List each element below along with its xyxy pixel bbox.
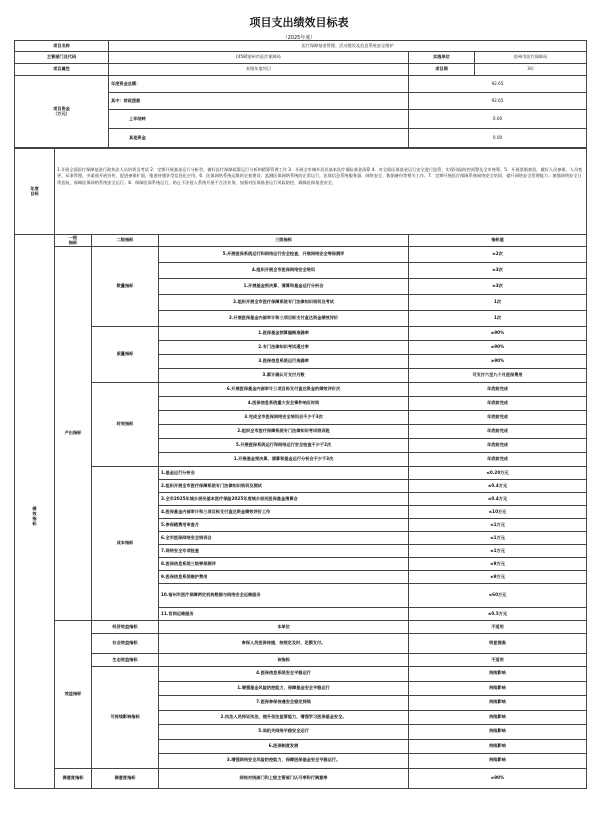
indicator-value: ≥90% (409, 341, 587, 355)
indicator-value: 1次 (409, 311, 587, 327)
indicator-value: ≤1万元 (409, 519, 587, 532)
level2-label: 成本指标 (92, 467, 159, 621)
indicator-name: 10.宿州市医疗保障两定机构数据与网络安全运维服务 (159, 584, 409, 608)
dept-label: 主管部门及代码 (15, 52, 109, 64)
indicator-value: ≤0.20万元 (409, 467, 587, 480)
indicator-value: 持续影响 (409, 681, 587, 696)
indicator-value: 持续影响 (409, 696, 587, 711)
indicator-name: 5.局机关网络平稳安全运行 (159, 725, 409, 740)
indicator-name: 5.开展医保系统运行和网络运行安全检查不少于2次 (159, 439, 409, 453)
indicator-value: 持续影响 (409, 667, 587, 682)
funds-row-label: 其中：财政拨款 (109, 93, 409, 110)
indicator-name: 6.医保制度发展 (159, 739, 409, 754)
indicator-name: 2.执法人员持证执法，提升依法监管能力，增强学习医保基金安全。 (159, 710, 409, 725)
indicator-value: ≥3次 (409, 279, 587, 295)
indicator-name: 4.医保信息系统重大安全事件响应时间 (159, 397, 409, 411)
page-title: 项目支出绩效目标表 (249, 16, 349, 29)
indicator-value: 1次 (409, 295, 587, 311)
indicator-value: 年底前完成 (409, 439, 587, 453)
annual-goal-table (14, 148, 587, 235)
indicator-value: 持续影响 (409, 739, 587, 754)
project-name-value: 医疗保障基金管理、活动建设及信息系统安全维护 (109, 41, 587, 52)
indicator-name: 8.医保信息系统三级等保测评 (159, 558, 409, 571)
indicator-value: ≥3次 (409, 263, 587, 279)
level2-label: 时效指标 (92, 383, 159, 467)
indicator-value: ≤9万元 (409, 571, 587, 584)
indicator-name: 3.完成全市医保网络安全培训会不少于3次 (159, 411, 409, 425)
indicator-name: 3.医保信息系统运行准确率 (159, 355, 409, 369)
indicator-name: 该指标 (159, 654, 409, 667)
funds-row-value: 92.65 (409, 76, 587, 93)
indicator-value: 持续影响 (409, 710, 587, 725)
project-name-label: 项目名称 (15, 41, 109, 52)
indicator-name: 参保人员医保待遇，按规定及时、足额支付。 (159, 634, 409, 654)
level1-label: 满意度指标 (55, 768, 92, 788)
indicator-name: 3.增强网络安全风险防控能力，保障医保基金安全平稳运行。 (159, 754, 409, 769)
header-value: 指标值 (409, 235, 587, 247)
indicator-value: ≤0.4万元 (409, 493, 587, 506)
funds-row-label: 上年结转 (109, 110, 409, 129)
indicator-value: ≤60万元 (409, 584, 587, 608)
indicator-name: 1.开展基金预决算、清算和基金运行分析会不少于3次 (159, 453, 409, 467)
indicator-value: ≥90% (409, 768, 587, 788)
indicator-name: 3.开展医保基金内部审计和三项目标支付直达资金绩效评价 (159, 311, 409, 327)
indicator-name: 6.全市医保网络安全培训会 (159, 532, 409, 545)
level2-label: 生态效益指标 (92, 654, 159, 667)
level1-label: 效益指标 (55, 621, 92, 769)
indicator-value: 不适用 (409, 621, 587, 634)
indicator-name: 4.组织开展全市医保网络安全培训 (159, 263, 409, 279)
level2-label: 社会效益指标 (92, 634, 159, 654)
header-blank (15, 235, 55, 247)
level2-label: 经济效益指标 (92, 621, 159, 634)
attr-value: 本级年度项目 (109, 64, 409, 76)
header-level3: 三级指标 (159, 235, 409, 247)
indicator-value: 年底前完成 (409, 397, 587, 411)
indicator-value: 年底前完成 (409, 411, 587, 425)
impl-label: 实施单位 (409, 52, 475, 64)
indicator-name: 3.全市2025年城乡居民基本医疗保险2025年度城乡居民医保基金清算会 (159, 493, 409, 506)
funds-table (14, 75, 587, 148)
perf-label: 绩 效 指 标 (15, 247, 55, 789)
level2-label: 质量指标 (92, 327, 159, 383)
indicator-value: ≥2次 (409, 247, 587, 263)
period-value: 3年 (475, 64, 587, 76)
indicator-name: 1.医保基金预算编制准确率 (159, 327, 409, 341)
indicator-value: ≥90% (409, 355, 587, 369)
attr-label: 项目属性 (15, 64, 109, 76)
indicator-name: 1.开展基金预决算、清算和基金运行分析会 (159, 279, 409, 295)
indicator-value: 可支付六至九个月医保费用 (409, 369, 587, 383)
funds-row-value: 0.00 (409, 129, 587, 148)
indicator-value: ≥90% (409, 327, 587, 341)
indicator-value: 不适用 (409, 654, 587, 667)
project-info-table (14, 40, 587, 76)
level2-label: 满意度指标 (92, 768, 159, 788)
indicator-name: 3.累计确认可支付月数 (159, 369, 409, 383)
indicator-value: 持续影响 (409, 725, 587, 740)
indicator-value: ≤9万元 (409, 558, 587, 571)
indicator-value: ≤1万元 (409, 532, 587, 545)
indicator-name: 2.组织开展全市医疗保障系统专门法律知识培训及测试 (159, 480, 409, 493)
indicators-table (14, 234, 587, 789)
period-label: 项目期 (409, 64, 475, 76)
indicator-name: 2.专门法律知识考试通过率 (159, 341, 409, 355)
funds-row-label: 其他资金 (109, 129, 409, 148)
impl-value: 宿州市医疗保障局 (475, 52, 587, 64)
indicator-value: ≤0.4万元 (409, 480, 587, 493)
indicator-name: 4.医保信息系统安全平稳运行 (159, 667, 409, 682)
indicator-value: ≤0.5万元 (409, 608, 587, 621)
indicator-name: 2.组织开展全市医疗保障系统专门法律知识培训及考试 (159, 295, 409, 311)
goal-text: 1.开展全面医疗保障基金行政执法人员培训及考试 2．定期开展基金运行分析会，做好医疗保障政策运行分析和精算管理工作 3．开展全市城乡居民基本医疗保险基金清算 4．对全面医保基金运行安全进行监管，实现风险防控预警及全市统筹。5．开展票据查验，做好人员参保、人员变更、从事管理，多渠道开展宣传，促进参保扩面，推进待遇享受信息化应用。6．医保网络系统运维的全套建设；监测医保网络系统的正常运行，医保信息系统服务器、网络安全、数据备份等相关工作。7．定期开展医疗保障系统网络安全培训，提升网络安全管理能力；加强网络安全日常巡检，保障医保网络系统安全运行。8．保障医保系统运行，防止不法侵入系统开展不合法业务，加强对医保基金运行风险防控，确保医保基金安全。 (55, 149, 587, 235)
indicator-value: 明显提高 (409, 634, 587, 654)
indicator-value: 年底前完成 (409, 425, 587, 439)
funds-row-value: 0.00 (409, 110, 587, 129)
indicator-name: 网络对线部门和上级主管部门认可率和行满意率 (159, 768, 409, 788)
header-level2: 二级指标 (92, 235, 159, 247)
indicator-value: 年底前完成 (409, 383, 587, 397)
indicator-value: 持续影响 (409, 754, 587, 769)
indicator-name: 11.官网运维服务 (159, 608, 409, 621)
page-subtitle: （2025年度） (282, 35, 316, 41)
indicator-value: 年底前完成 (409, 453, 587, 467)
indicator-value: ≤10万元 (409, 506, 587, 519)
indicator-name: 7.网络安全专项检查 (159, 545, 409, 558)
indicator-name: 5.开展医保系统运行和网络运行安全检查，开展网络安全等保测评 (159, 247, 409, 263)
indicator-name: 2.组织全市医疗保障系统专门法律知识考试培训班 (159, 425, 409, 439)
level2-label: 数量指标 (92, 247, 159, 327)
indicator-name: 5.参保随费用审查月 (159, 519, 409, 532)
funds-row-value: 92.65 (409, 93, 587, 110)
indicator-name: 6.开展医保基金内部审计三项目标支付直达资金的绩效评价次 (159, 383, 409, 397)
header-level1: 一级 指标 (55, 235, 92, 247)
level1-label: 产出指标 (55, 247, 92, 621)
indicator-name: 4.医保基金内部审计和三项目标支付直达资金绩效评价工作 (159, 506, 409, 519)
funds-label: 项目资金 （万元） (15, 76, 109, 148)
dept-value: [458]宿州市医疗保障局 (109, 52, 409, 64)
level2-label: 可持续影响指标 (92, 667, 159, 769)
indicator-value: ≤1万元 (409, 545, 587, 558)
indicator-name: 7.医保参保待遇安全稳定持续 (159, 696, 409, 711)
indicator-name: 9.医保信息系统维护费用 (159, 571, 409, 584)
indicator-name: 本单位 (159, 621, 409, 634)
funds-row-label: 年度资金总额： (109, 76, 409, 93)
indicator-name: 1.增强基金风险防控能力，保障基金安全平稳运行 (159, 681, 409, 696)
indicator-name: 1.基金运行分析会 (159, 467, 409, 480)
goal-label: 年度 目标 (15, 149, 55, 235)
